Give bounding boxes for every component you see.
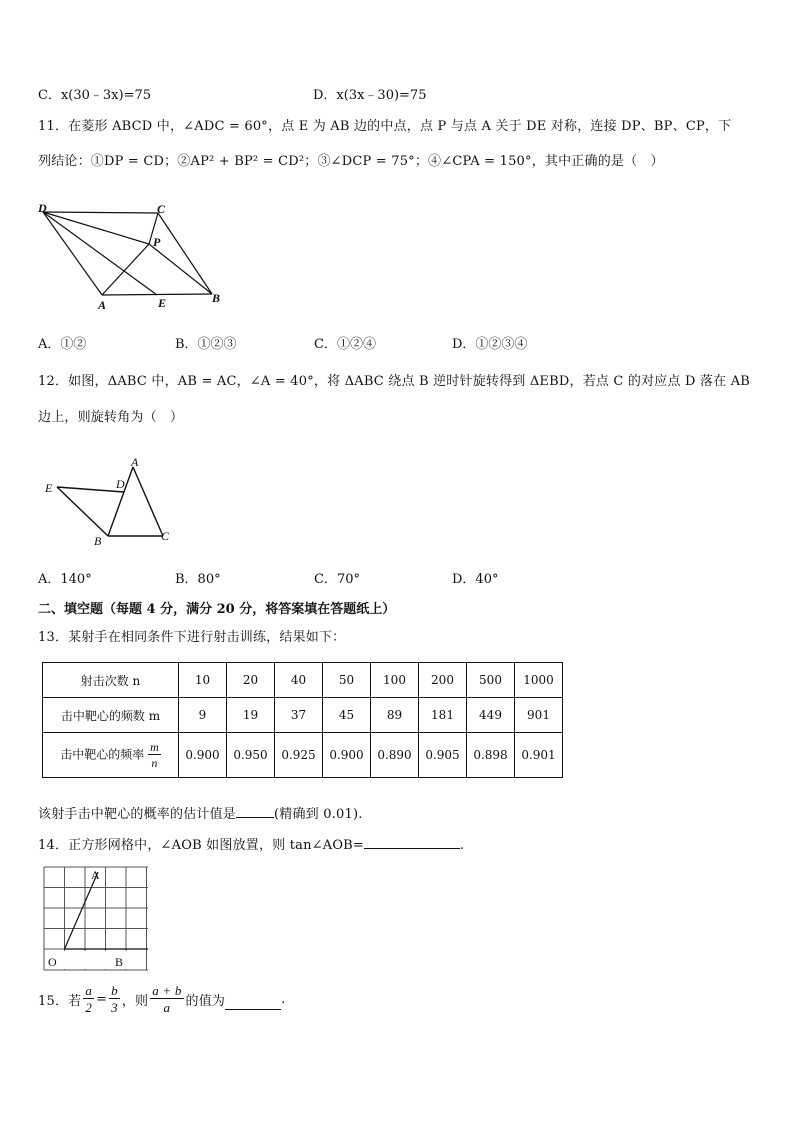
table-cell: 1000 xyxy=(515,663,563,698)
segment-AP xyxy=(102,244,149,295)
table-cell: 50 xyxy=(323,663,371,698)
q13-answer-suffix: (精确到 0.01). xyxy=(274,807,363,822)
row-label-rate-text: 击中靶心的频率 xyxy=(60,747,145,762)
q11-option-d: D．①②③④ xyxy=(452,337,528,352)
edge-AC xyxy=(133,467,163,536)
q11-text-line1: 11．在菱形 ABCD 中，∠ADC = 60°，点 E 为 AB 边的中点，点 P 与点 A 关于 DE 对称，连接 DP、BP、CP，下 xyxy=(38,119,732,134)
label-B: B xyxy=(94,534,102,548)
table-cell: 100 xyxy=(371,663,419,698)
fraction-a-plus-b-over-a xyxy=(150,984,183,1014)
fraction-denominator: n xyxy=(151,756,158,770)
q15-answer-blank[interactable] xyxy=(225,997,281,1010)
table-cell: 0.900 xyxy=(179,733,227,778)
q15-equals: = xyxy=(96,991,108,1007)
table-row xyxy=(43,733,563,778)
q14-text: 14．正方形网格中，∠AOB 如图放置，则 tan∠AOB= xyxy=(38,838,365,853)
table-cell: 901 xyxy=(515,698,563,733)
fraction-numerator: m xyxy=(150,740,159,754)
q11-rhombus-figure xyxy=(36,200,226,315)
q10-option-d: D．x(3x﹣30)=75 xyxy=(313,88,427,103)
fraction-m-over-n xyxy=(148,741,161,769)
q11-text-line2: 列结论：①DP = CD；②AP² + BP² = CD²；③∠DCP = 75°；④∠CPA = 150°，其中正确的是（ ） xyxy=(38,154,664,169)
q12-option-b: B．80° xyxy=(175,572,221,587)
table-cell: 181 xyxy=(419,698,467,733)
edge-DA xyxy=(43,212,102,295)
fraction-b-over-3 xyxy=(109,984,120,1014)
q13-frequency-table xyxy=(42,662,563,778)
q15-prefix: 15．若 xyxy=(38,993,82,1009)
q14-text-line xyxy=(38,834,464,853)
table-cell: 500 xyxy=(467,663,515,698)
table-cell: 449 xyxy=(467,698,515,733)
label-band xyxy=(45,951,145,969)
q13-answer-blank[interactable] xyxy=(236,805,274,818)
label-B: B xyxy=(115,955,124,969)
label-A: A xyxy=(91,868,100,882)
table-row xyxy=(43,663,563,698)
label-D: D xyxy=(38,201,47,215)
q12-text-line2: 边上，则旋转角为（ ） xyxy=(38,410,184,425)
fraction-numerator: a xyxy=(85,983,93,998)
q11-option-c: C．①②④ xyxy=(314,337,376,352)
q13-text: 13．某射手在相同条件下进行射击训练，结果如下： xyxy=(38,630,346,645)
label-A: A xyxy=(98,298,107,312)
table-cell: 9 xyxy=(179,698,227,733)
q13-answer-line xyxy=(38,803,363,822)
table-cell: 0.905 xyxy=(419,733,467,778)
q12-triangle-figure xyxy=(40,452,180,550)
q15-end: . xyxy=(281,991,286,1007)
q14-end: . xyxy=(460,838,465,853)
table-cell: 200 xyxy=(419,663,467,698)
table-cell: 0.950 xyxy=(227,733,275,778)
ray-OA xyxy=(65,872,99,949)
edge-BE xyxy=(57,487,108,536)
table-cell: 37 xyxy=(275,698,323,733)
segment-DP xyxy=(43,212,149,244)
table-cell: 10 xyxy=(179,663,227,698)
table-cell: 0.925 xyxy=(275,733,323,778)
table-cell: 0.890 xyxy=(371,733,419,778)
table-cell: 0.900 xyxy=(323,733,371,778)
q10-option-c: C．x(30﹣3x)=75 xyxy=(38,88,152,103)
q15-mid: ，则 xyxy=(121,993,149,1009)
label-C: C xyxy=(157,202,166,216)
fraction-denominator: 3 xyxy=(111,1000,118,1015)
label-D: D xyxy=(116,477,125,491)
row-label-shots: 射击次数 n xyxy=(43,663,179,698)
label-E: E xyxy=(45,481,53,495)
q12-option-d: D．40° xyxy=(452,572,499,587)
table-cell: 20 xyxy=(227,663,275,698)
row-label-rate xyxy=(43,733,179,778)
edge-DC xyxy=(43,212,158,213)
fraction-a-over-2 xyxy=(83,984,94,1014)
fraction-numerator: b xyxy=(111,983,118,998)
label-P: P xyxy=(153,235,161,249)
table-cell: 0.901 xyxy=(515,733,563,778)
edge-ED xyxy=(57,487,124,492)
table-cell: 45 xyxy=(323,698,371,733)
section-title: 二、填空题（每题 4 分，满分 20 分，将答案填在答题纸上） xyxy=(38,602,396,617)
fraction-denominator: a xyxy=(163,1000,171,1015)
table-row xyxy=(43,698,563,733)
q12-option-c: C．70° xyxy=(314,572,360,587)
q12-text-line1: 12．如图，ΔABC 中，AB = AC，∠A = 40°，将 ΔABC 绕点 B 逆时针旋转得到 ΔEBD，若点 C 的对应点 D 落在 AB xyxy=(38,374,751,389)
q14-answer-blank[interactable] xyxy=(364,836,460,849)
table-cell: 19 xyxy=(227,698,275,733)
table-cell: 0.898 xyxy=(467,733,515,778)
table-cell: 40 xyxy=(275,663,323,698)
q14-grid-figure xyxy=(42,866,154,972)
fraction-denominator: 2 xyxy=(85,1000,93,1015)
q15-text-line xyxy=(38,984,285,1014)
label-E: E xyxy=(158,296,167,310)
label-O: O xyxy=(48,955,57,969)
table-cell: 89 xyxy=(371,698,419,733)
fraction-numerator: a + b xyxy=(152,983,182,998)
q13-answer-prefix: 该射手击中靶心的概率的估计值是 xyxy=(38,807,237,822)
label-A: A xyxy=(131,455,139,469)
label-C: C xyxy=(161,529,170,543)
edge-CB xyxy=(158,213,212,294)
q12-option-a: A．140° xyxy=(38,572,92,587)
q11-option-b: B．①②③ xyxy=(175,337,237,352)
label-B: B xyxy=(212,291,221,305)
segment-PB xyxy=(149,244,212,294)
q15-suffix: 的值为 xyxy=(185,993,226,1009)
row-label-hits: 击中靶心的频数 m xyxy=(43,698,179,733)
q11-option-a: A．①② xyxy=(38,337,87,352)
